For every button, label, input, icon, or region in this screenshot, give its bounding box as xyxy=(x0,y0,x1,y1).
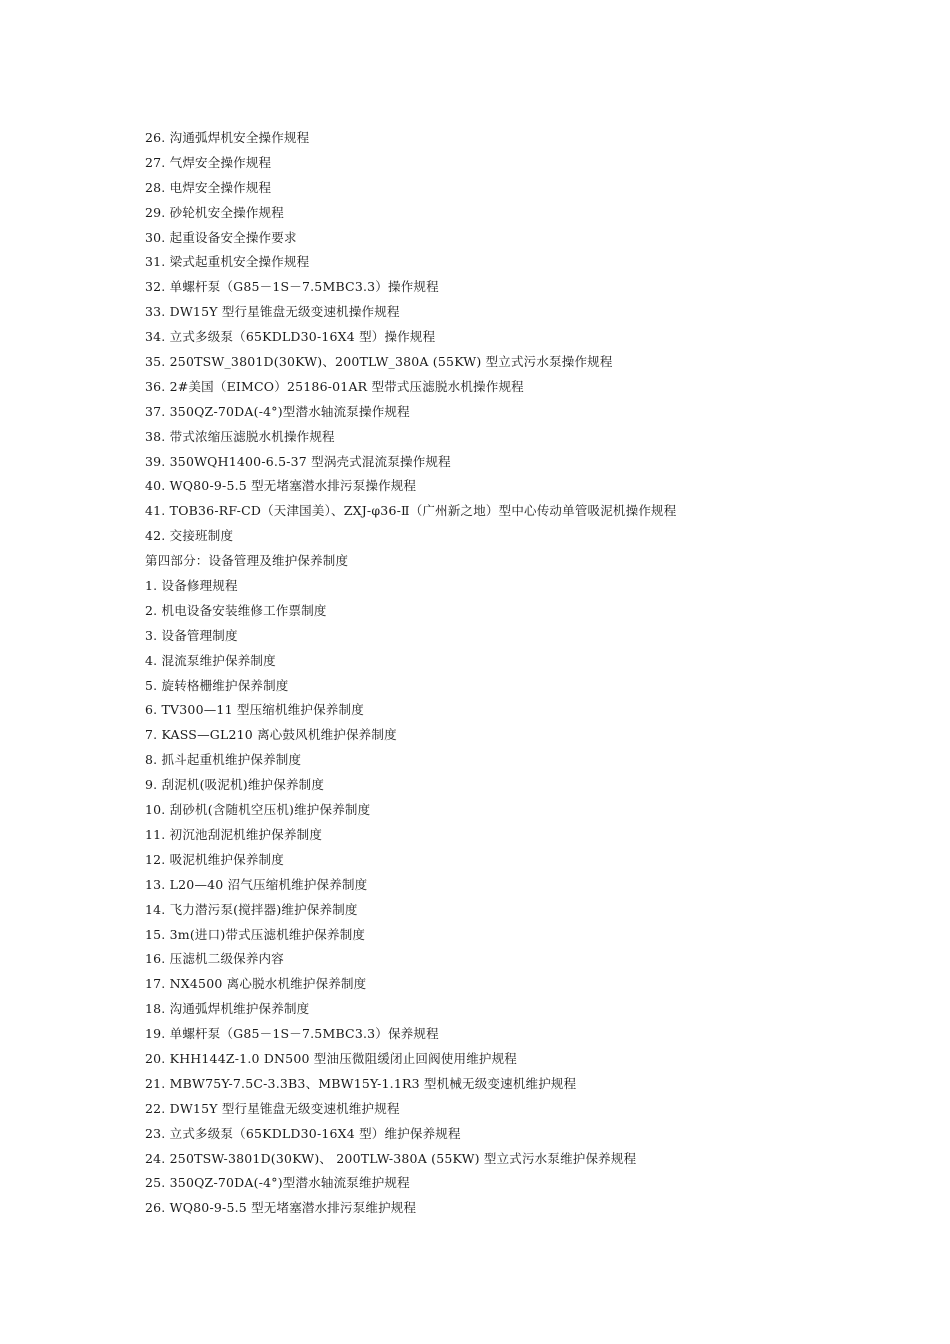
text-line: 31. 梁式起重机安全操作规程 xyxy=(145,254,310,270)
text-line: 26. WQ80-9-5.5 型无堵塞潜水排污泵维护规程 xyxy=(145,1200,417,1216)
text-line: 32. 单螺杆泵（G85－1S－7.5MBC3.3）操作规程 xyxy=(145,279,439,295)
text-line: 27. 气焊安全操作规程 xyxy=(145,154,272,170)
text-line: 23. 立式多级泵（65KDLD30-16X4 型）维护保养规程 xyxy=(145,1125,461,1141)
text-line: 7. KASS—GL210 离心鼓风机维护保养制度 xyxy=(145,727,397,743)
text-line: 33. DW15Y 型行星锥盘无级变速机操作规程 xyxy=(145,304,400,320)
text-line: 6. TV300—11 型压缩机维护保养制度 xyxy=(145,702,364,718)
text-line: 30. 起重设备安全操作要求 xyxy=(145,229,297,245)
text-line: 4. 混流泵维护保养制度 xyxy=(145,652,276,668)
text-line: 21. MBW75Y-7.5C-3.3B3、MBW15Y-1.1R3 型机械无级变速机维护规程 xyxy=(145,1075,577,1091)
text-line: 11. 初沉池刮泥机维护保养制度 xyxy=(145,826,323,842)
text-line: 29. 砂轮机安全操作规程 xyxy=(145,204,284,220)
text-line: 3. 设备管理制度 xyxy=(145,627,238,643)
text-line: 42. 交接班制度 xyxy=(145,528,234,544)
text-line: 26. 沟通弧焊机安全操作规程 xyxy=(145,130,310,145)
text-line: 35. 250TSW_3801D(30KW)、200TLW_380A (55KW) 型立式污水泵操作规程 xyxy=(145,354,613,370)
text-line: 40. WQ80-9-5.5 型无堵塞潜水排污泵操作规程 xyxy=(145,478,417,494)
text-line: 16. 压滤机二级保养内容 xyxy=(145,951,284,967)
text-line: 10. 刮砂机(含随机空压机)维护保养制度 xyxy=(145,802,371,818)
text-line: 24. 250TSW-3801D(30KW)、 200TLW-380A (55KW) 型立式污水泵维护保养规程 xyxy=(145,1150,637,1166)
text-line: 28. 电焊安全操作规程 xyxy=(145,179,272,195)
text-line: 39. 350WQH1400-6.5-37 型涡壳式混流泵操作规程 xyxy=(145,453,451,469)
text-line: 37. 350QZ-70DA(-4°)型潜水轴流泵操作规程 xyxy=(145,403,410,419)
text-line: 14. 飞力潜污泵(搅拌器)维护保养制度 xyxy=(145,901,358,917)
text-line: 36. 2#美国（EIMCO）25186-01AR 型带式压滤脱水机操作规程 xyxy=(145,378,524,394)
text-line: 5. 旋转格栅维护保养制度 xyxy=(145,677,289,693)
text-line: 19. 单螺杆泵（G85－1S－7.5MBC3.3）保养规程 xyxy=(145,1026,439,1042)
text-line: 8. 抓斗起重机维护保养制度 xyxy=(145,752,302,768)
text-line: 25. 350QZ-70DA(-4°)型潜水轴流泵维护规程 xyxy=(145,1175,410,1191)
text-line: 18. 沟通弧焊机维护保养制度 xyxy=(145,1001,310,1017)
text-line: 38. 带式浓缩压滤脱水机操作规程 xyxy=(145,428,335,444)
text-line: 13. L20—40 沼气压缩机维护保养制度 xyxy=(145,876,368,892)
text-line: 1. 设备修理规程 xyxy=(145,578,238,594)
text-line: 20. KHH144Z-1.0 DN500 型油压微阻缓闭止回阀使用维护规程 xyxy=(145,1050,518,1066)
text-line: 17. NX4500 离心脱水机维护保养制度 xyxy=(145,976,367,992)
text-line: 2. 机电设备安装维修工作票制度 xyxy=(145,602,327,618)
document-page xyxy=(145,126,905,1221)
text-line: 15. 3m(进口)带式压滤机维护保养制度 xyxy=(145,926,366,942)
text-line: 34. 立式多级泵（65KDLD30-16X4 型）操作规程 xyxy=(145,329,436,345)
text-line: 9. 刮泥机(吸泥机)维护保养制度 xyxy=(145,777,325,793)
text-line: 22. DW15Y 型行星锥盘无级变速机维护规程 xyxy=(145,1100,400,1116)
text-line: 41. TOB36-RF-CD（天津国美）、ZXJ-φ36-Ⅱ（广州新之地）型中心传动单管吸泥机操作规程 xyxy=(145,503,677,519)
text-line: 12. 吸泥机维护保养制度 xyxy=(145,851,284,867)
text-line: 第四部分：设备管理及维护保养制度 xyxy=(145,553,349,569)
